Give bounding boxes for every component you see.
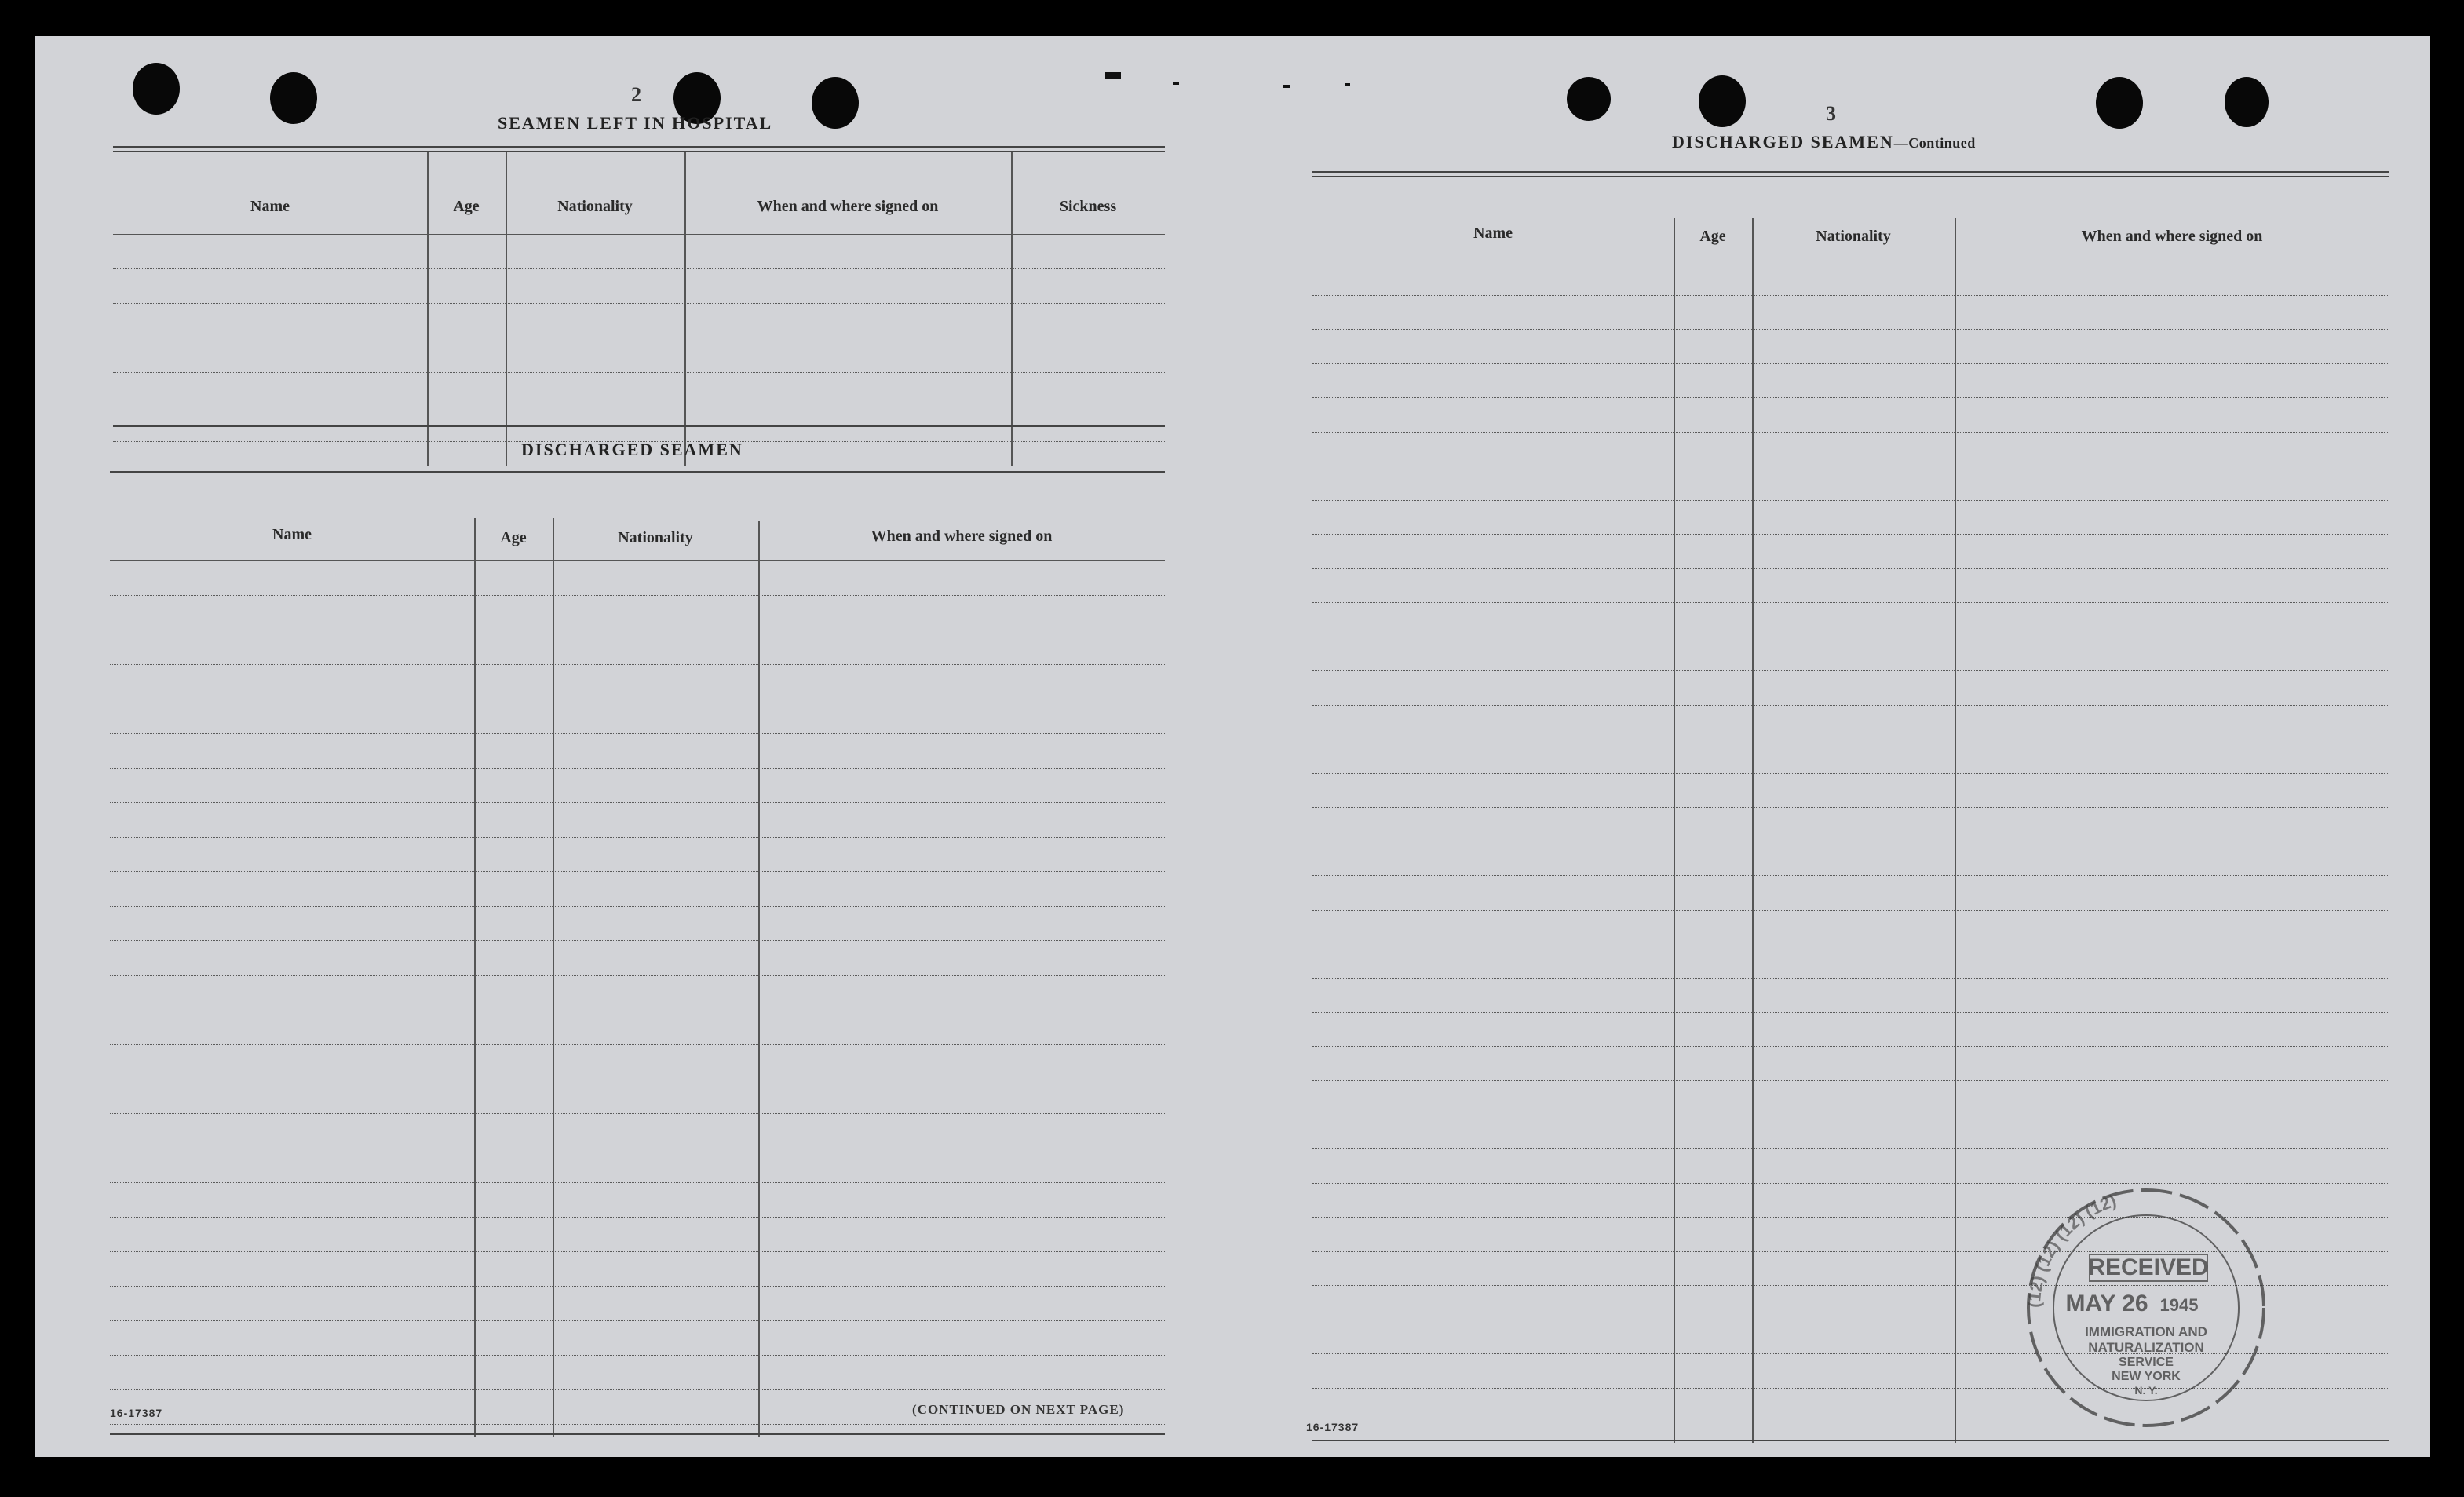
document-sheet bbox=[35, 36, 2430, 1457]
hospital-section-title: SEAMEN LEFT IN HOSPITAL bbox=[498, 113, 773, 133]
column-divider bbox=[1674, 218, 1675, 1443]
ink-mark bbox=[1345, 83, 1350, 86]
table-row bbox=[1312, 329, 2389, 330]
table-row bbox=[110, 1320, 1165, 1321]
col-head-name: Name bbox=[1473, 225, 1513, 242]
stamp-line-4: NEW YORK bbox=[2112, 1370, 2181, 1383]
col-head-sickness: Sickness bbox=[1059, 198, 1117, 215]
table-top-rule bbox=[110, 471, 1165, 473]
punch-hole bbox=[1567, 77, 1611, 121]
column-divider bbox=[506, 152, 507, 466]
punch-hole bbox=[2225, 77, 2269, 127]
table-row bbox=[110, 1044, 1165, 1045]
table-row bbox=[1312, 500, 2389, 501]
column-divider bbox=[1011, 152, 1013, 466]
table-row bbox=[1312, 568, 2389, 569]
right-title-main: DISCHARGED SEAMEN bbox=[1672, 132, 1894, 152]
column-divider bbox=[427, 152, 429, 466]
column-divider bbox=[1955, 218, 1956, 1443]
stamp-ring-text: (12) (12) (12) (12) bbox=[2024, 1190, 2119, 1309]
stamp-year-text: 1945 bbox=[2159, 1295, 2199, 1315]
table-row bbox=[1312, 295, 2389, 296]
hospital-table bbox=[113, 146, 1165, 468]
left-form-code: 16-17387 bbox=[110, 1407, 163, 1419]
stamp-date-text: MAY 26 bbox=[2065, 1291, 2148, 1316]
table-row bbox=[113, 303, 1165, 304]
stamp-line-1: IMMIGRATION AND bbox=[2085, 1324, 2207, 1339]
punch-hole bbox=[812, 77, 859, 129]
table-row bbox=[110, 595, 1165, 596]
col-head-signed-on: When and where signed on bbox=[757, 198, 939, 215]
table-row bbox=[110, 1355, 1165, 1356]
column-divider bbox=[758, 521, 760, 1437]
table-row bbox=[1312, 363, 2389, 364]
table-top-rule bbox=[1312, 171, 2389, 173]
right-page-number: 3 bbox=[1826, 102, 1836, 125]
table-row bbox=[110, 940, 1165, 941]
table-row bbox=[1312, 875, 2389, 876]
table-row bbox=[1312, 1148, 2389, 1149]
table-row bbox=[110, 837, 1165, 838]
col-head-nationality: Nationality bbox=[557, 198, 633, 215]
column-divider bbox=[1752, 218, 1754, 1443]
table-row bbox=[110, 1182, 1165, 1183]
stamp-line-3: SERVICE bbox=[2119, 1356, 2174, 1369]
table-row bbox=[1312, 978, 2389, 979]
received-stamp bbox=[1997, 1159, 2295, 1457]
table-row bbox=[110, 1113, 1165, 1114]
table-top-rule bbox=[1312, 176, 2389, 177]
discharged-table-left bbox=[110, 471, 1165, 1444]
table-row bbox=[110, 1217, 1165, 1218]
ink-mark bbox=[1283, 85, 1290, 88]
table-row bbox=[110, 664, 1165, 665]
right-title-suffix: —Continued bbox=[1893, 135, 1976, 151]
column-divider bbox=[684, 152, 686, 466]
table-row bbox=[1312, 432, 2389, 433]
punch-hole bbox=[2096, 77, 2143, 129]
table-row bbox=[1312, 773, 2389, 774]
col-head-name: Name bbox=[250, 198, 290, 215]
discharged-section-title: DISCHARGED SEAMEN bbox=[521, 440, 743, 459]
table-row bbox=[110, 768, 1165, 769]
table-row bbox=[1312, 1046, 2389, 1047]
table-row bbox=[1312, 1012, 2389, 1013]
table-row bbox=[110, 1286, 1165, 1287]
table-row bbox=[110, 733, 1165, 734]
table-row bbox=[110, 871, 1165, 872]
col-head-signed-on: When and where signed on bbox=[2081, 228, 2263, 245]
col-head-age: Age bbox=[500, 529, 527, 546]
table-row bbox=[1312, 705, 2389, 706]
table-row bbox=[1312, 397, 2389, 398]
table-top-rule bbox=[113, 146, 1165, 148]
table-row bbox=[110, 802, 1165, 803]
column-divider bbox=[553, 518, 554, 1437]
table-row bbox=[113, 372, 1165, 373]
section-rule bbox=[113, 425, 1165, 427]
right-form-code: 16-17387 bbox=[1306, 1421, 1360, 1433]
table-row bbox=[1312, 1080, 2389, 1081]
right-section-title bbox=[1672, 132, 1976, 152]
table-row bbox=[110, 1389, 1165, 1390]
punch-hole bbox=[133, 63, 180, 115]
col-head-name: Name bbox=[272, 526, 312, 543]
table-row bbox=[113, 268, 1165, 269]
col-head-age: Age bbox=[1699, 228, 1726, 245]
stamp-line-5: N. Y. bbox=[2134, 1384, 2158, 1397]
table-row bbox=[1312, 534, 2389, 535]
col-head-age: Age bbox=[453, 198, 480, 215]
ink-mark bbox=[1173, 82, 1179, 85]
left-page-number: 2 bbox=[631, 83, 641, 106]
table-bottom-rule bbox=[110, 1433, 1165, 1435]
table-row bbox=[1312, 910, 2389, 911]
punch-hole bbox=[270, 72, 317, 124]
table-top-rule bbox=[113, 151, 1165, 152]
table-row bbox=[1312, 602, 2389, 603]
ink-mark bbox=[1105, 72, 1121, 79]
stamp-line-2: NATURALIZATION bbox=[2088, 1340, 2204, 1355]
column-divider bbox=[474, 518, 476, 1437]
header-underline bbox=[113, 234, 1165, 235]
table-row bbox=[1312, 670, 2389, 671]
table-row bbox=[110, 975, 1165, 976]
table-row bbox=[110, 1424, 1165, 1425]
col-head-nationality: Nationality bbox=[618, 529, 693, 546]
table-row bbox=[110, 1251, 1165, 1252]
stamp-received-text: RECEIVED bbox=[2088, 1254, 2209, 1280]
table-row bbox=[110, 906, 1165, 907]
punch-hole bbox=[1699, 75, 1746, 127]
continued-note: (CONTINUED ON NEXT PAGE) bbox=[912, 1402, 1125, 1417]
col-head-signed-on: When and where signed on bbox=[871, 528, 1053, 545]
col-head-nationality: Nationality bbox=[1816, 228, 1891, 245]
header-underline bbox=[110, 560, 1165, 561]
table-row bbox=[1312, 807, 2389, 808]
